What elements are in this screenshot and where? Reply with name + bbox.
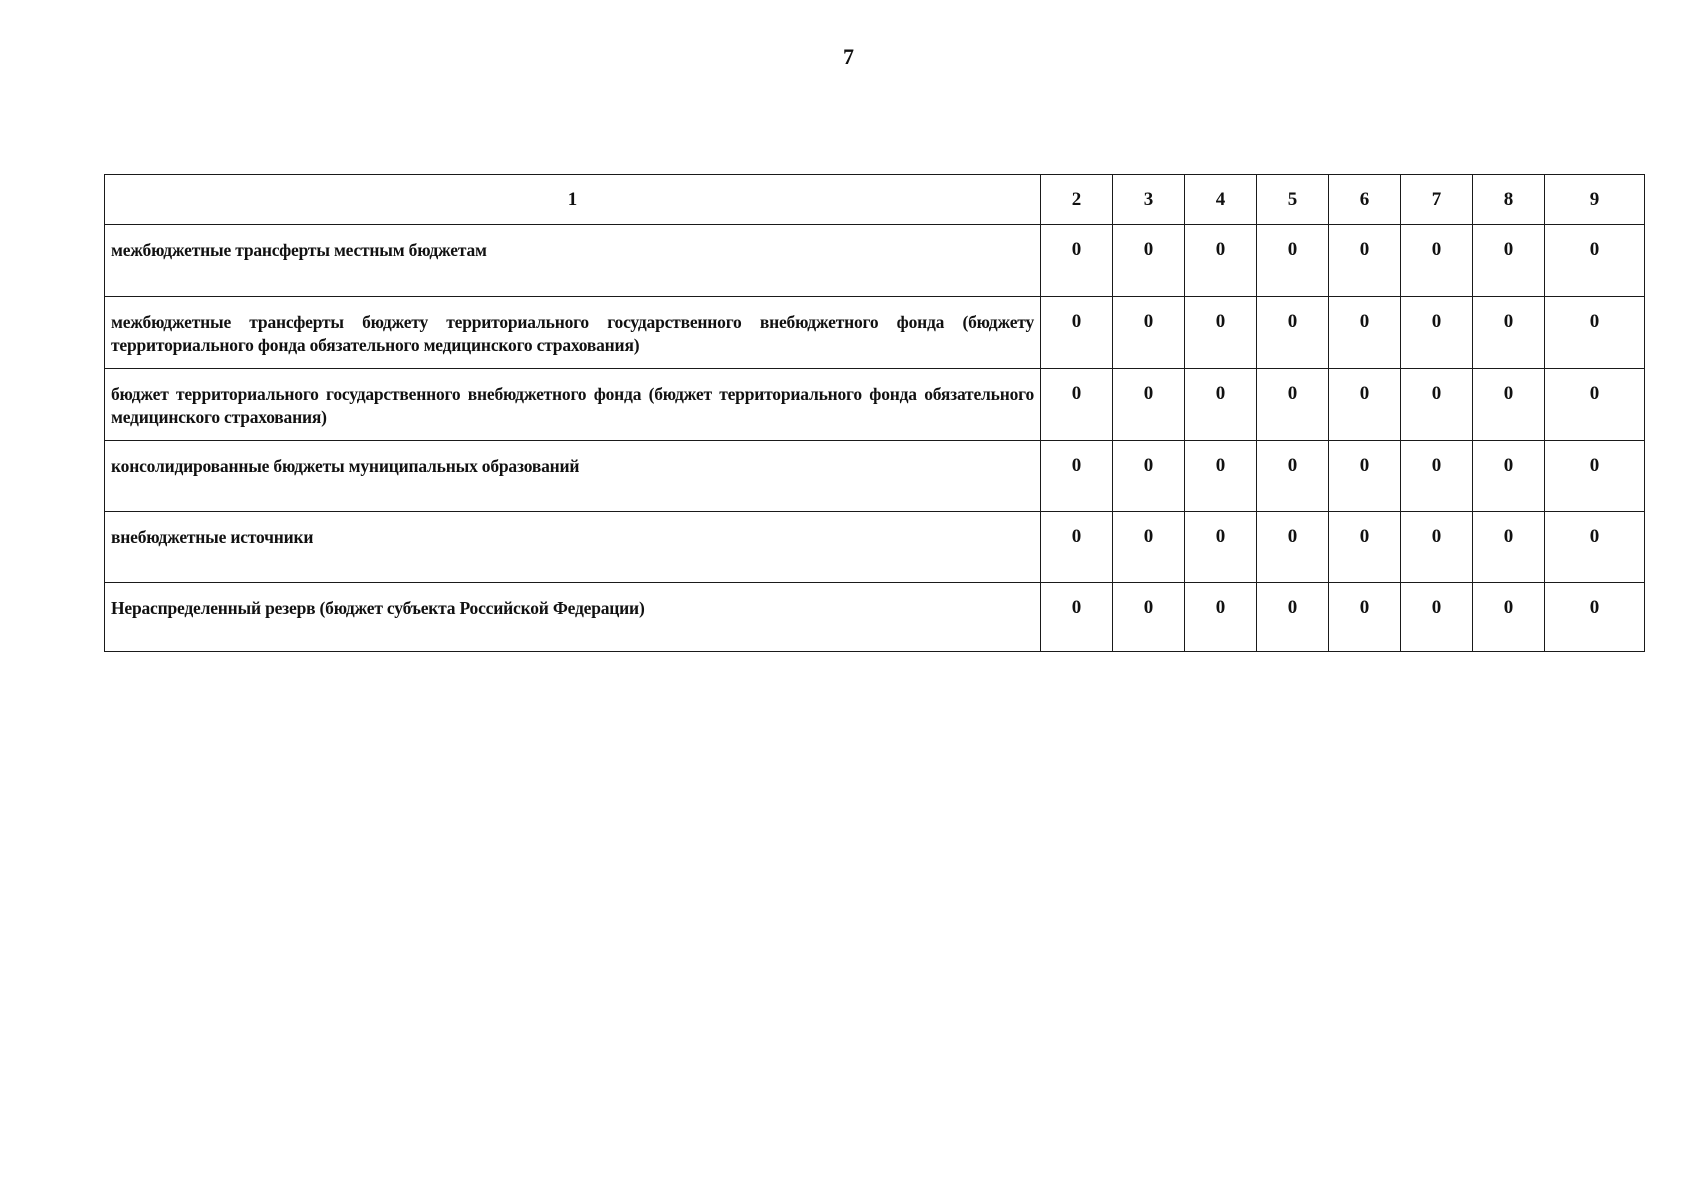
table-cell: 0 [1473, 583, 1545, 652]
row-label: межбюджетные трансферты бюджету территориального государственного внебюджетного фонда (бюджету территориального фонда обязательного медицинского страхования) [105, 297, 1041, 369]
table-cell: 0 [1113, 225, 1185, 297]
column-header: 6 [1329, 175, 1401, 225]
table-cell: 0 [1545, 583, 1645, 652]
table-cell: 0 [1257, 225, 1329, 297]
table-row [105, 297, 1645, 369]
table-cell: 0 [1185, 225, 1257, 297]
page-number: 7 [843, 44, 854, 69]
table-cell: 0 [1329, 441, 1401, 512]
table-header-row [105, 175, 1645, 225]
table-row [105, 441, 1645, 512]
table-cell: 0 [1257, 441, 1329, 512]
table-cell: 0 [1041, 512, 1113, 583]
table-cell: 0 [1473, 441, 1545, 512]
table-row [105, 225, 1645, 297]
table-cell: 0 [1473, 512, 1545, 583]
table-cell: 0 [1473, 225, 1545, 297]
row-label: межбюджетные трансферты местным бюджетам [105, 225, 1041, 297]
table-cell: 0 [1113, 583, 1185, 652]
table-row [105, 583, 1645, 652]
column-header: 2 [1041, 175, 1113, 225]
table-cell: 0 [1185, 512, 1257, 583]
table-cell: 0 [1329, 225, 1401, 297]
table-cell: 0 [1401, 225, 1473, 297]
table-cell: 0 [1185, 583, 1257, 652]
table-cell: 0 [1257, 297, 1329, 369]
table-cell: 0 [1041, 441, 1113, 512]
table-cell: 0 [1401, 512, 1473, 583]
table-cell: 0 [1041, 369, 1113, 441]
table-cell: 0 [1329, 297, 1401, 369]
table-cell: 0 [1041, 297, 1113, 369]
column-header: 3 [1113, 175, 1185, 225]
table-cell: 0 [1473, 369, 1545, 441]
column-header: 1 [105, 175, 1041, 225]
table-cell: 0 [1401, 369, 1473, 441]
column-header: 9 [1545, 175, 1645, 225]
row-label: внебюджетные источники [105, 512, 1041, 583]
column-header: 5 [1257, 175, 1329, 225]
table-row [105, 369, 1645, 441]
table-cell: 0 [1257, 583, 1329, 652]
table-cell: 0 [1257, 512, 1329, 583]
table-cell: 0 [1545, 225, 1645, 297]
table-cell: 0 [1545, 441, 1645, 512]
table-cell: 0 [1545, 369, 1645, 441]
table-cell: 0 [1113, 441, 1185, 512]
table-cell: 0 [1185, 369, 1257, 441]
table-cell: 0 [1041, 225, 1113, 297]
table-cell: 0 [1329, 583, 1401, 652]
table-cell: 0 [1113, 297, 1185, 369]
table-cell: 0 [1185, 297, 1257, 369]
budget-table [104, 174, 1645, 652]
table-cell: 0 [1545, 297, 1645, 369]
table-cell: 0 [1257, 369, 1329, 441]
row-label: Нераспределенный резерв (бюджет субъекта Российской Федерации) [105, 583, 1041, 652]
table-cell: 0 [1185, 441, 1257, 512]
column-header: 4 [1185, 175, 1257, 225]
table-cell: 0 [1329, 369, 1401, 441]
row-label: бюджет территориального государственного внебюджетного фонда (бюджет территориального фонда обязательного медицинского страхования) [105, 369, 1041, 441]
table-row [105, 512, 1645, 583]
table-cell: 0 [1329, 512, 1401, 583]
table-cell: 0 [1113, 512, 1185, 583]
table-cell: 0 [1401, 441, 1473, 512]
row-label: консолидированные бюджеты муниципальных образований [105, 441, 1041, 512]
table-cell: 0 [1401, 583, 1473, 652]
column-header: 8 [1473, 175, 1545, 225]
table-cell: 0 [1113, 369, 1185, 441]
table-cell: 0 [1401, 297, 1473, 369]
table-cell: 0 [1473, 297, 1545, 369]
table-cell: 0 [1041, 583, 1113, 652]
table-cell: 0 [1545, 512, 1645, 583]
column-header: 7 [1401, 175, 1473, 225]
